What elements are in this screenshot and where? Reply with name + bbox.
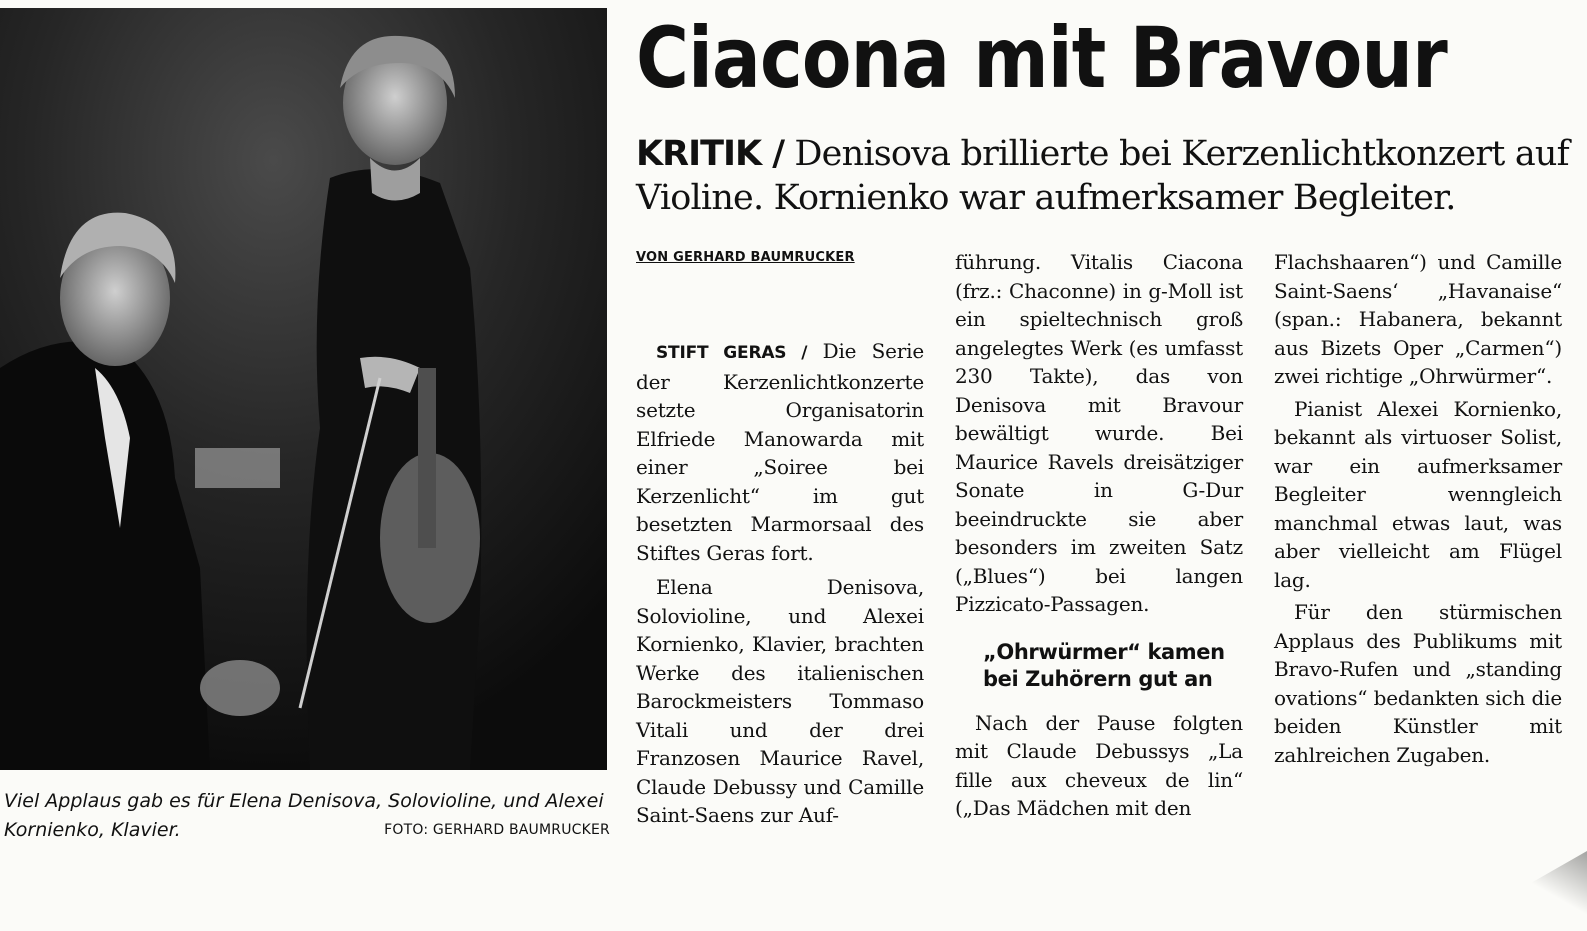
article-column-3	[1274, 248, 1562, 769]
paragraph-5: Flachshaaren“) und Camille Saint-Saens‘ „Havanaise“ (span.: Habanera, bekannt aus Bizets Oper „Carmen“) zwei richtige „Ohrwürmer“.	[1274, 250, 1562, 388]
photo-illustration	[0, 8, 607, 770]
dateline: STIFT GERAS /	[656, 343, 808, 363]
paragraph-1	[636, 337, 924, 567]
paragraph-7: Für den stürmischen Applaus des Publikums mit Bravo-Rufen und „standing ovations“ bedankten sich die beiden Künstler mit zahlreichen Zugaben.	[1274, 600, 1562, 767]
photo-caption-block	[4, 787, 610, 845]
article-column-1	[636, 337, 924, 830]
deck	[636, 132, 1581, 220]
paragraph-4: Nach der Pause folgten mit Claude Debussys „La fille aux cheveux de lin“ („Das Mädchen mit den	[955, 710, 1243, 820]
deck-text: Denisova brillierte bei Kerzenlichtkonzert auf Violine. Kornienko war aufmerksamer Begleiter.	[636, 134, 1569, 218]
concert-photo	[0, 8, 607, 770]
scan-shadow	[1327, 841, 1587, 931]
paragraph-1-text: Die Serie der Kerzenlichtkonzerte setzte Organisatorin Elfriede Manowarda mit einer „Soiree bei Kerzenlicht“ im gut besetzten Marmorsaal des Stiftes Geras fort.	[636, 339, 924, 565]
paragraph-3: führung. Vitalis Ciacona (frz.: Chaconne) in g-Moll ist ein spieltechnisch groß angelegtes Werk (es umfasst 230 Takte), das von Denisova mit Bravour bewältigt wurde. Bei Maurice Ravels dreisätziger Sonate in G-Dur beeindruckte sie aber besonders im zweiten Satz („Blues“) bei langen Pizzicato-Passagen.	[955, 250, 1243, 616]
article-column-2	[955, 248, 1243, 823]
photo-caption: Viel Applaus gab es für Elena Denisova, Solovioline, und Alexei Kornienko, Klavier.	[4, 790, 604, 841]
photo-credit: FOTO: GERHARD BAUMRUCKER	[384, 822, 610, 838]
byline: VON GERHARD BAUMRUCKER	[636, 250, 855, 265]
headline: Ciacona mit Bravour	[636, 9, 1447, 107]
paragraph-6: Pianist Alexei Kornienko, bekannt als virtuoser Solist, war ein aufmerksamer Begleiter wenngleich manchmal etwas laut, was aber vielleicht am Flügel lag.	[1274, 396, 1562, 592]
subheading: „Ohrwürmer“ kamen bei Zuhörern gut an	[983, 639, 1225, 691]
piano-keys	[195, 448, 280, 488]
deck-kicker: KRITIK /	[636, 134, 785, 174]
paragraph-2: Elena Denisova, Solovioline, und Alexei Kornienko, Klavier, brachten Werke des italienischen Barockmeisters Tommaso Vitali und der drei Franzosen Maurice Ravel, Claude Debussy und Camille Saint-Saens zur Auf-	[636, 575, 924, 827]
